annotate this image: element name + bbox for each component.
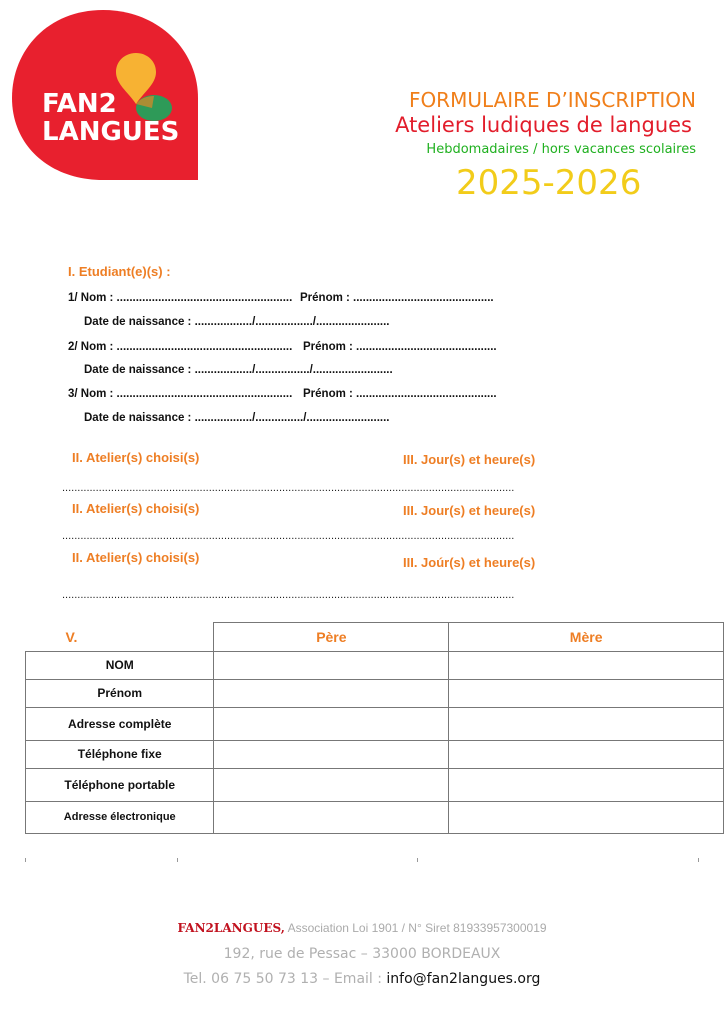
- table-row: [26, 741, 724, 769]
- student-2-nom[interactable]: 2/ Nom : .......................................................: [68, 341, 293, 353]
- row-label-telephone-portable: Téléphone portable: [26, 769, 214, 802]
- form-subtitle: Ateliers ludiques de langues: [395, 113, 692, 137]
- jour-heading-1: III. Jour(s) et heure(s): [403, 452, 536, 467]
- jour-heading-3: III. Joúr(s) et heure(s): [403, 555, 536, 570]
- student-1-nom[interactable]: 1/ Nom : .......................................................: [68, 292, 293, 304]
- jour-heading-2: III. Jour(s) et heure(s): [403, 503, 536, 518]
- table-row: [26, 769, 724, 802]
- row-label-nom: NOM: [26, 652, 214, 680]
- fan2langues-logo: [8, 8, 204, 183]
- divider-tick: [177, 858, 178, 862]
- student-1-prenom[interactable]: Prénom : ............................................: [300, 292, 494, 304]
- cell-pere-nom[interactable]: [214, 652, 449, 680]
- parents-table: [25, 622, 724, 834]
- cell-pere-telephone-fixe[interactable]: [214, 741, 449, 769]
- student-1-naissance[interactable]: Date de naissance : ................../................../.......................: [84, 316, 390, 328]
- footer-email-link[interactable]: info@fan2langues.org: [386, 971, 541, 987]
- cell-mere-nom[interactable]: [449, 652, 724, 680]
- col-header-mere: Mère: [449, 623, 724, 652]
- atelier-line-3[interactable]: ....................................................................................................................................................: [62, 589, 515, 601]
- student-3-naissance[interactable]: Date de naissance : ................../.............../..........................: [84, 412, 390, 424]
- row-label-telephone-fixe: Téléphone fixe: [26, 741, 214, 769]
- table-row: [26, 652, 724, 680]
- cell-pere-adresse[interactable]: [214, 708, 449, 741]
- students-heading: I. Etudiant(e)(s) :: [68, 264, 171, 279]
- footer-association: [0, 921, 724, 935]
- cell-pere-email[interactable]: [214, 802, 449, 834]
- logo-text-fan2: FAN2: [42, 89, 117, 119]
- logo-text-langues: LANGUES: [42, 117, 180, 147]
- table-row: [26, 708, 724, 741]
- cell-mere-adresse[interactable]: [449, 708, 724, 741]
- form-frequency: Hebdomadaires / hors vacances scolaires: [426, 142, 696, 157]
- parents-section-label: V.: [65, 628, 78, 645]
- form-title: FORMULAIRE D’INSCRIPTION: [408, 88, 696, 112]
- cell-mere-email[interactable]: [449, 802, 724, 834]
- student-3-nom[interactable]: 3/ Nom : .......................................................: [68, 388, 293, 400]
- footer-tel: Tel. 06 75 50 73 13 – Email :: [183, 971, 387, 987]
- atelier-line-1[interactable]: ....................................................................................................................................................: [62, 482, 515, 494]
- divider-tick: [417, 858, 418, 862]
- row-label-adresse: Adresse complète: [26, 708, 214, 741]
- divider-tick: [698, 858, 699, 862]
- divider-tick: [25, 858, 26, 862]
- atelier-line-2[interactable]: ....................................................................................................................................................: [62, 530, 515, 542]
- cell-mere-prenom[interactable]: [449, 680, 724, 708]
- atelier-heading-2: II. Atelier(s) choisi(s): [72, 501, 200, 516]
- atelier-heading-3: II. Atelier(s) choisi(s): [72, 550, 200, 565]
- student-3-prenom[interactable]: Prénom : ............................................: [303, 388, 497, 400]
- cell-pere-telephone-portable[interactable]: [214, 769, 449, 802]
- row-label-email: Adresse électronique: [26, 802, 214, 834]
- cell-mere-telephone-portable[interactable]: [449, 769, 724, 802]
- atelier-heading-1: II. Atelier(s) choisi(s): [72, 450, 200, 465]
- footer-contact: [0, 971, 724, 987]
- col-header-pere: Père: [214, 623, 449, 652]
- student-2-naissance[interactable]: Date de naissance : ................../................./.........................: [84, 364, 393, 376]
- footer-association-text: Association Loi 1901 / N° Siret 81933957300019: [284, 921, 547, 935]
- cell-mere-telephone-fixe[interactable]: [449, 741, 724, 769]
- student-2-prenom[interactable]: Prénom : ............................................: [303, 341, 497, 353]
- cell-pere-prenom[interactable]: [214, 680, 449, 708]
- table-row: [26, 802, 724, 834]
- footer-brand: FAN2LANGUES,: [177, 921, 285, 935]
- table-row: [26, 680, 724, 708]
- footer-address: 192, rue de Pessac – 33000 BORDEAUX: [223, 946, 501, 962]
- row-label-prenom: Prénom: [26, 680, 214, 708]
- school-year: 2025-2026: [456, 163, 642, 203]
